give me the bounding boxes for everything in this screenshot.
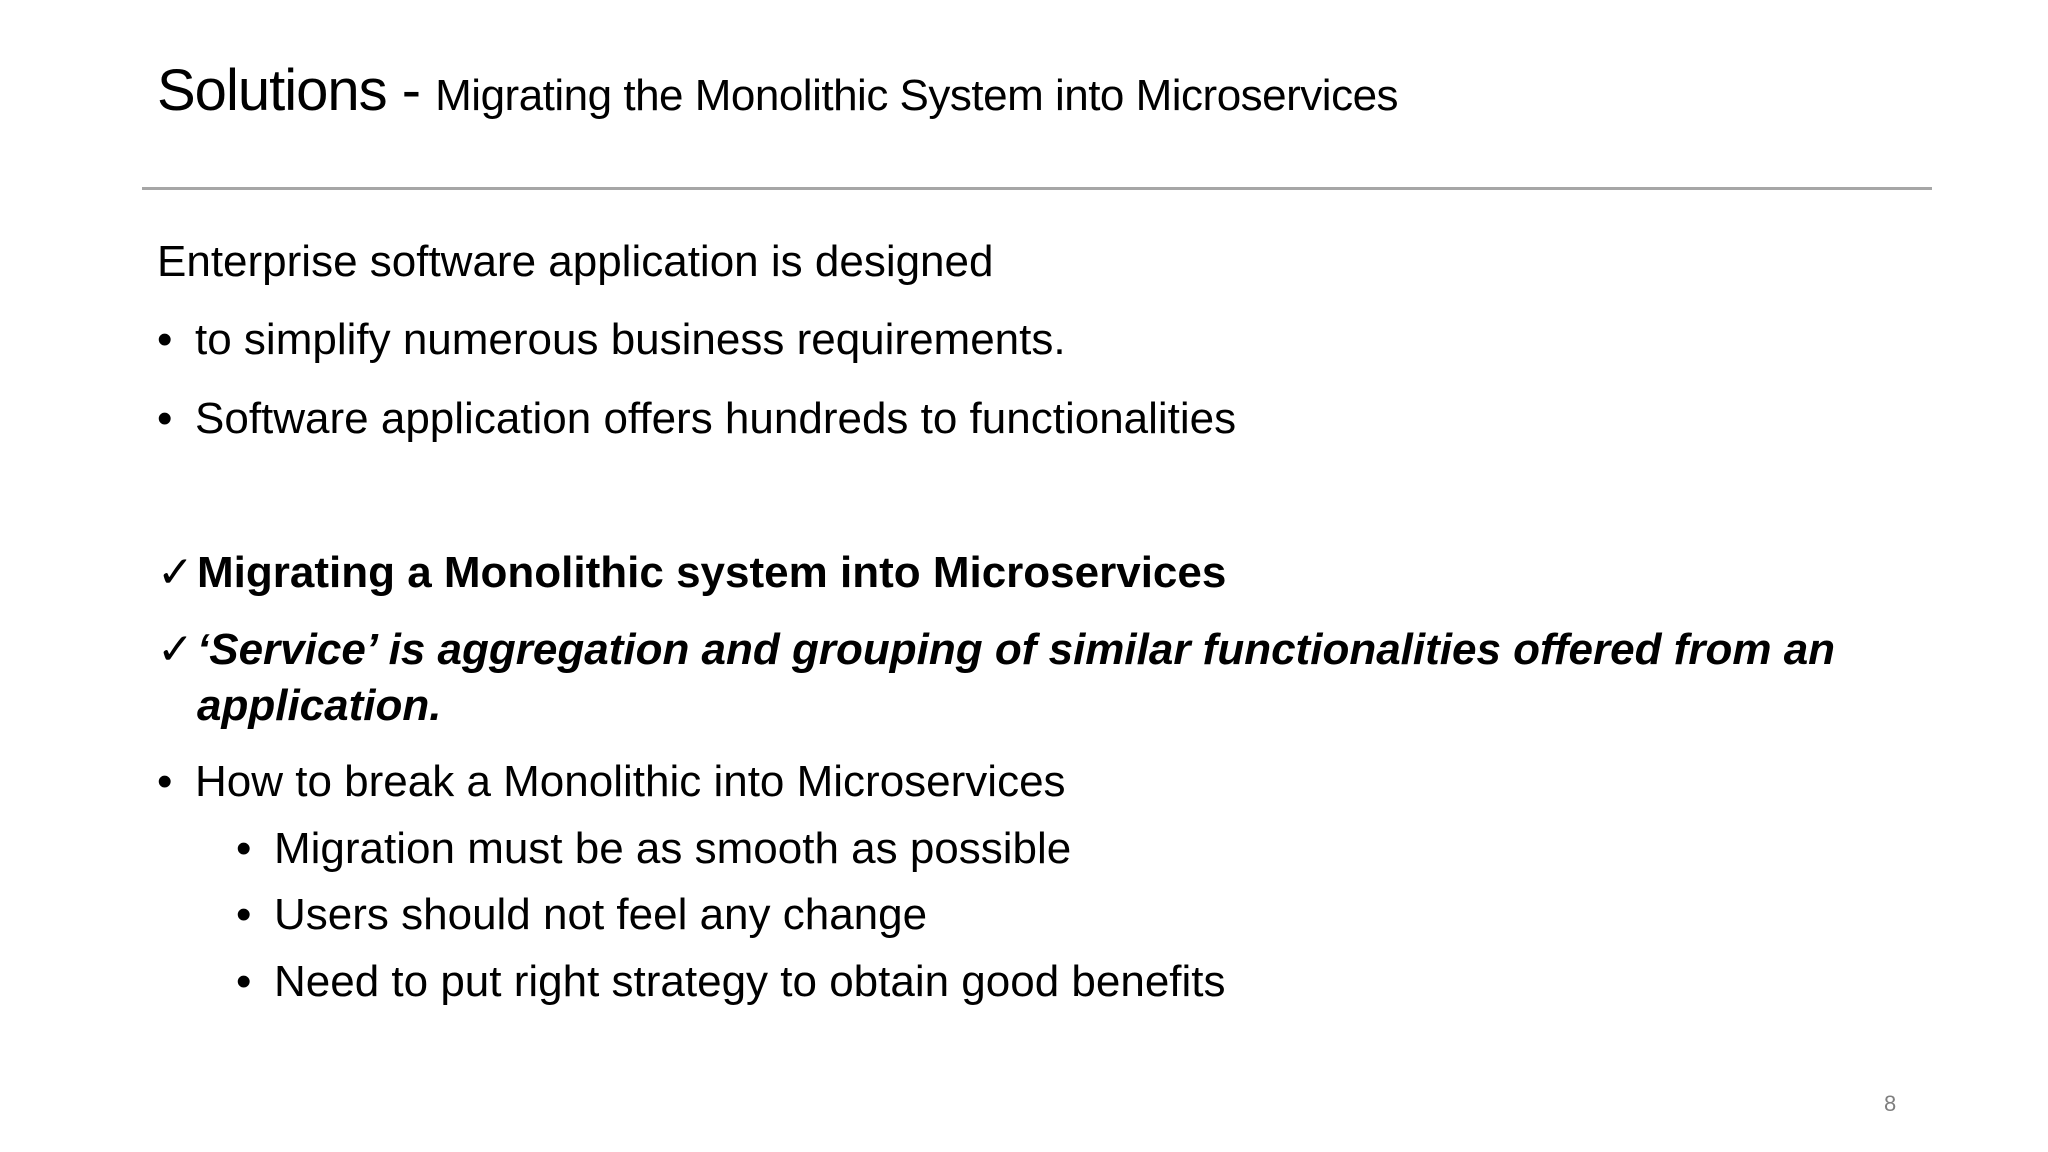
bullet-icon: • (236, 957, 252, 1006)
slide-title-sub: Migrating the Monolithic System into Microservices (435, 71, 1399, 120)
bullet-item-label: to simplify numerous business requirements. (195, 315, 1066, 364)
slide-title-main: Solutions - (157, 58, 436, 123)
bullet-icon: • (157, 757, 173, 806)
page-number: 8 (1884, 1091, 1897, 1116)
checkmark-icon: ✓ (157, 548, 194, 597)
bullet-item-functionalities (157, 394, 1237, 443)
sub-bullet-item-users (236, 890, 928, 939)
slide-title (157, 58, 1399, 123)
title-divider (142, 187, 1932, 190)
bullet-item-label: Software application offers hundreds to functionalities (195, 394, 1237, 443)
sub-bullet-item-label: Users should not feel any change (274, 890, 928, 939)
intro-text: Enterprise software application is designed (157, 237, 994, 286)
bullet-item-label: How to break a Monolithic into Microservices (195, 757, 1066, 806)
checkmark-icon: ✓ (157, 625, 194, 674)
check-item-service-continuation: application. (197, 681, 442, 730)
bullet-icon: • (157, 315, 173, 364)
check-item-service (157, 625, 1836, 674)
sub-bullet-item-strategy (236, 957, 1226, 1006)
sub-bullet-item-label: Migration must be as smooth as possible (274, 824, 1072, 873)
sub-bullet-item-label: Need to put right strategy to obtain good benefits (274, 957, 1226, 1006)
bullet-item-simplify (157, 315, 1066, 364)
bullet-icon: • (236, 890, 252, 939)
bullet-item-break-monolith (157, 757, 1066, 806)
bullet-icon: • (157, 394, 173, 443)
check-item-label: ‘Service’ is aggregation and grouping of similar functionalities offered from an (197, 625, 1836, 674)
check-item-migrating (157, 548, 1227, 597)
bullet-icon: • (236, 824, 252, 873)
sub-bullet-item-smooth (236, 824, 1072, 873)
check-item-label: Migrating a Monolithic system into Microservices (197, 548, 1227, 597)
